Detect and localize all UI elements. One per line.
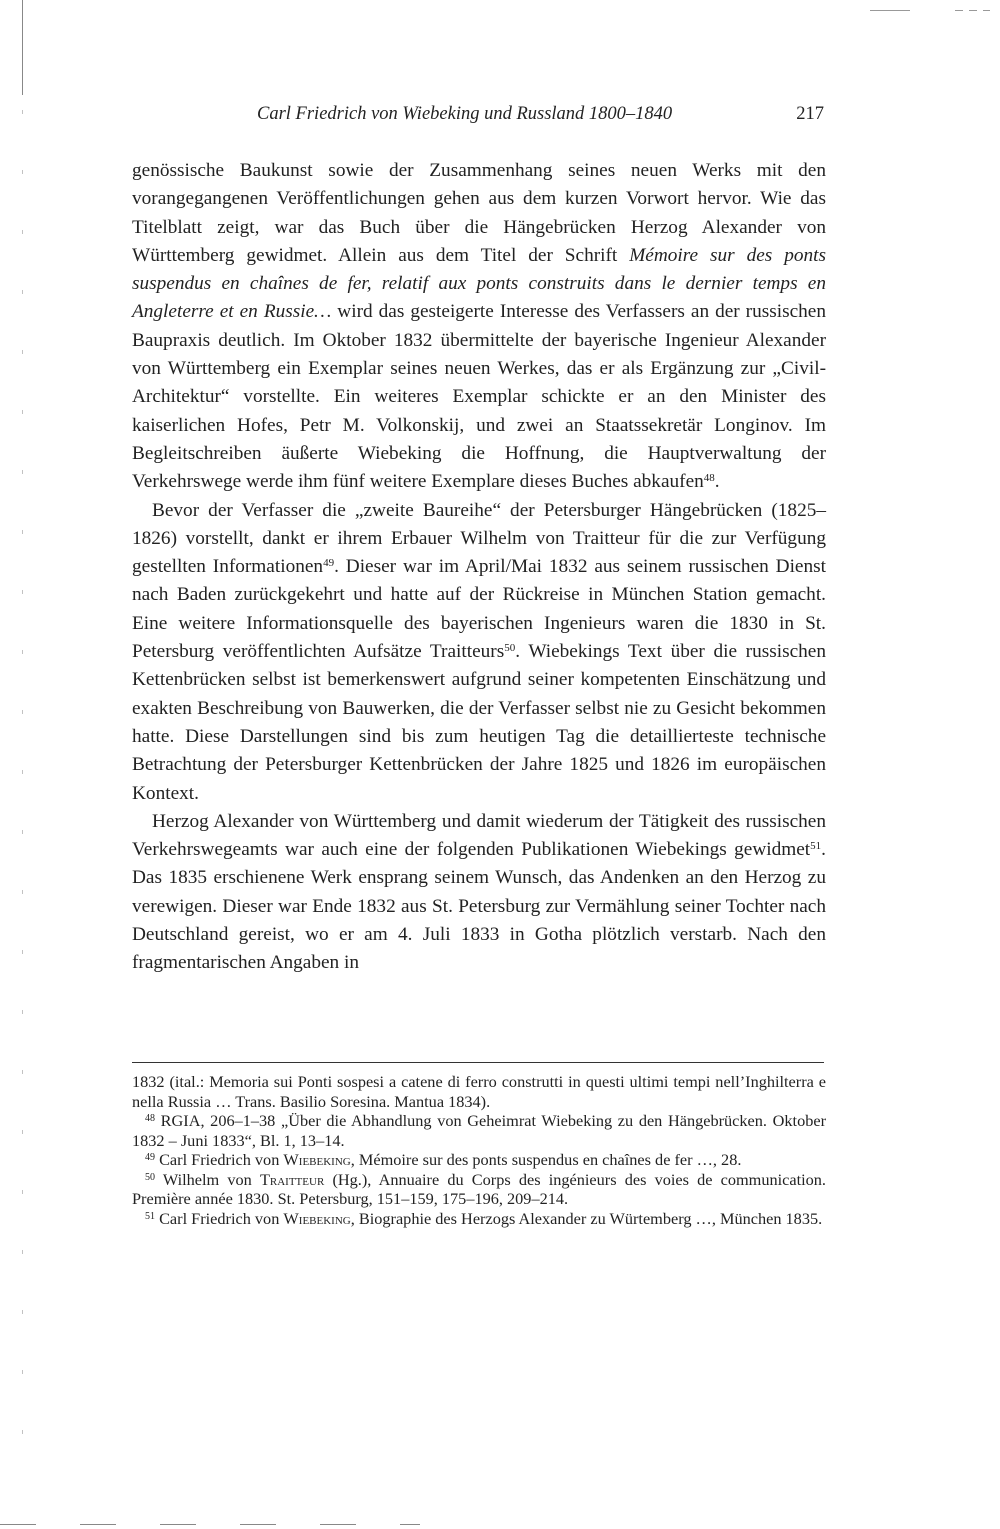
- page-number: 217: [796, 104, 824, 124]
- footnote-49: [132, 1150, 826, 1170]
- footnote-text: Carl Friedrich von: [155, 1150, 284, 1169]
- footnote-number: 51: [145, 1210, 155, 1222]
- footnote-number: 48: [145, 1113, 155, 1124]
- footnote-continuation: 1832 (ital.: Memoria sui Ponti sospesi a catene di ferro construtti in questi ultimi tempi nell’Inghilterra e nella Russia … Trans. Basilio Soresina. Mantua 1834).: [132, 1072, 826, 1111]
- scan-margin-specks: [22, 110, 23, 1490]
- footnote-text: Wilhelm von: [155, 1169, 260, 1189]
- scan-edge-mark: [870, 10, 910, 11]
- scan-edge-mark: [955, 10, 990, 11]
- running-title: Carl Friedrich von Wiebeking und Russland 1800–1840: [257, 104, 673, 124]
- footnote-51: [132, 1209, 826, 1229]
- footnote-number: 50: [145, 1171, 155, 1183]
- author-name: Wiebeking: [283, 1208, 351, 1228]
- italic-title: Mémoire sur des ponts suspendus en chaînes de fer, relatif aux ponts construits dans le dernier temps en Angleterre et en Russie…: [132, 244, 826, 323]
- footnote-ref: 48: [703, 472, 715, 485]
- paragraph: [132, 808, 826, 978]
- footnote-ref: 51: [810, 840, 822, 853]
- footnote-text: , Mémoire sur des ponts suspendus en chaînes de fer …, 28.: [350, 1150, 742, 1169]
- footnote-text: , Biographie des Herzogs Alexander zu Würtemberg …, München 1835.: [350, 1208, 823, 1228]
- paragraph: [132, 497, 826, 808]
- footnote-text: RGIA, 206–1–38 „Über die Abhandlung von Geheimrat Wiebeking zu den Hängebrücken. Oktober 1832 – Juni 1833“, Bl. 1, 13–14.: [132, 1111, 826, 1150]
- footnote-50: [132, 1170, 826, 1209]
- footnote-48: [132, 1111, 826, 1150]
- text-run: .: [714, 471, 720, 493]
- text-run: Bevor der Verfasser die „zweite Baureihe“ der Petersburger Hängebrücken (1825–1826) vorstellt, dankt er ihrem Erbauer Wilhelm von Traitteur für die zur Verfügung gestellten Informationen: [132, 499, 826, 578]
- footnote-text: Carl Friedrich von: [155, 1208, 284, 1228]
- author-name: Traitteur: [259, 1169, 325, 1189]
- author-name: Wiebeking: [283, 1150, 351, 1169]
- body-text: [132, 157, 826, 978]
- running-head: [132, 104, 824, 132]
- footnote-ref: 50: [504, 642, 516, 655]
- scan-margin-line: [22, 0, 23, 95]
- footnote-separator: [132, 1062, 824, 1063]
- text-run: Herzog Alexander von Württemberg und damit wiederum der Tätigkeit des russischen Verkehrswegeamts war auch eine der folgenden Publikationen Wiebekings gewidmet: [132, 810, 826, 861]
- text-run: . Wiebekings Text über die russischen Kettenbrücken selbst ist bemerkenswert aufgrund seiner kompetenten Einschätzung und exakten Beschreibung von Bauwerken, die der Verfasser selbst nie zu Gesicht bekommen hatte. Diese Darstellungen sind bis zum heutigen Tag die detaillierteste technische Betrachtung der Petersburger Kettenbrücken der Jahre 1825 und 1826 im europäischen Kontext.: [132, 641, 826, 804]
- footnote-ref: 49: [323, 557, 335, 570]
- text-run: genössische Baukunst sowie der Zusammenhang seines neuen Werks mit den vorangegangenen Veröffentlichungen gehen aus dem kurzen Vorwort hervor. Wie das Titelblatt zeigt, war das Buch über die Hängebrücken Herzog Alexander von Württemberg gewidmet. Allein aus dem Titel der Schrift: [132, 160, 826, 266]
- text-run: wird das gesteigerte Interesse des Verfassers an der russischen Baupraxis deutlich. Im Oktober 1832 übermittelte der bayerische Ingenieur Alexander von Württemberg ein Exemplar seines neuen Werkes, das er als Ergänzung zur „Civil-Architektur“ vorstellte. Ein weiteres Exemplar schickte er an den Minister des kaiserlichen Hofes, Petr M. Volkonskij, und zwei an Staatssekretär Longinov. Im Begleitschreiben äußerte Wiebeking die Hoffnung, die Hauptverwaltung der Verkehrswege werde ihm fünf weitere Exemplare dieses Buches abkaufen: [132, 301, 827, 493]
- footnote-text: (Hg.), Annuaire du Corps des ingénieurs des voies de communication. Première année 1830. St. Petersburg, 151–159, 175–196, 209–214.: [132, 1169, 826, 1208]
- text-run: . Dieser war im April/Mai 1832 aus seinem russischen Dienst nach Baden zurückgekehrt und hatte auf der Rückreise in München Station gemacht. Eine weitere Informationsquelle des bayerischen Ingenieurs waren die 1830 in St. Petersburg veröffentlichten Aufsätze Traitteurs: [132, 556, 826, 663]
- footnotes: [132, 1072, 826, 1228]
- footnote-number: 49: [145, 1152, 155, 1163]
- text-run: . Das 1835 erschienene Werk ensprang seinem Wunsch, das Andenken an den Herzog zu verewigen. Dieser war Ende 1832 aus St. Petersburg zur Vermählung seiner Tochter nach Deutschland gereist, wo er am 4. Juli 1833 in Gotha plötzlich verstarb. Nach den fragmentarischen Angaben in: [132, 839, 826, 974]
- paragraph: [132, 157, 826, 497]
- scan-bottom-edge: [0, 1524, 420, 1525]
